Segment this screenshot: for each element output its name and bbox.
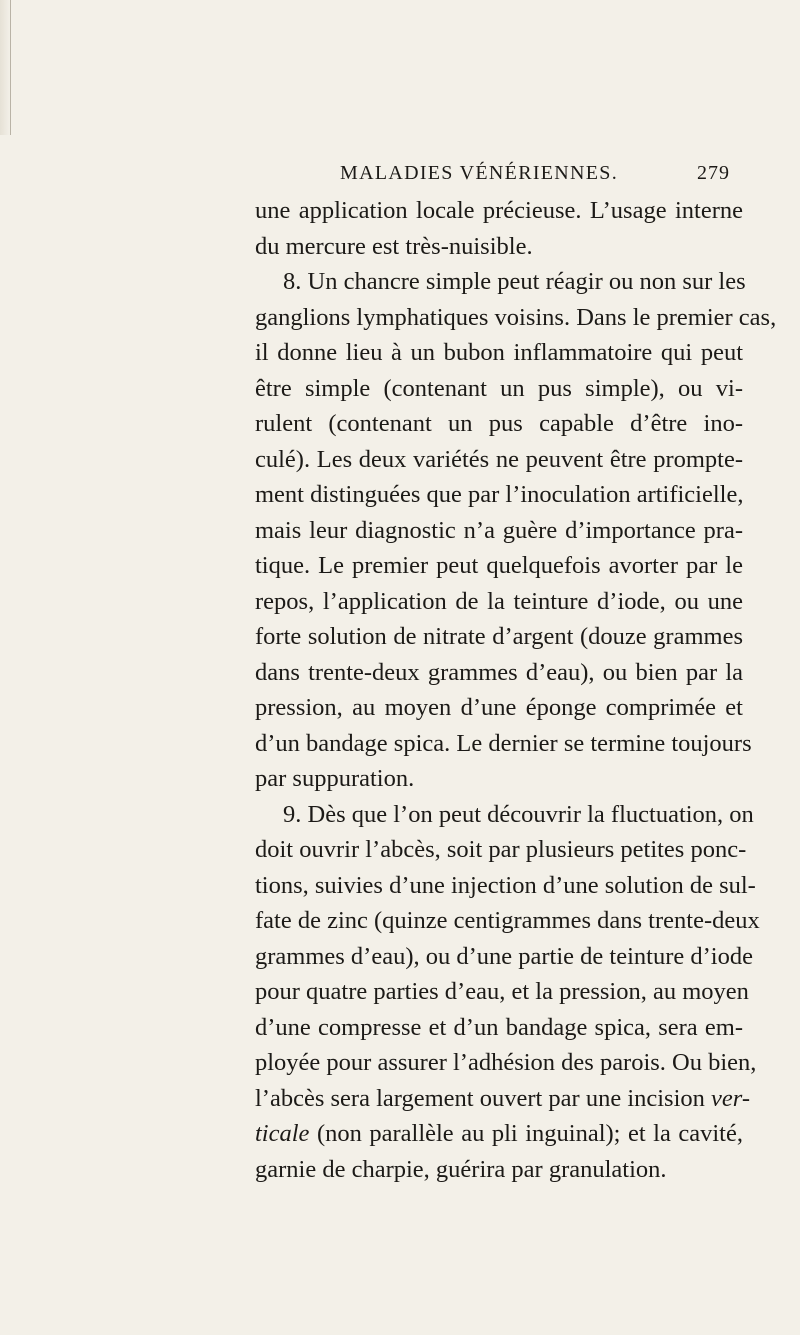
text-line: pour quatre parties d’eau, et la pression, au moyen xyxy=(255,978,749,1005)
italic-word: ver- xyxy=(711,1084,750,1112)
text-line: repos, l’application de la teinture d’iode, ou une xyxy=(255,587,743,615)
text-line: tions, suivies d’une injection d’une solution de sul- xyxy=(255,871,756,899)
text-line: être simple (contenant un pus simple), ou vi- xyxy=(255,374,743,402)
text-line: grammes d’eau), ou d’une partie de teinture d’iode xyxy=(255,942,753,970)
italic-word: ticale xyxy=(255,1120,310,1147)
text-segment: (non parallèle au pli inguinal); et la cavité, xyxy=(316,1120,743,1147)
paragraph-9-start: 9. Dès que l’on peut découvrir la fluctuation, on xyxy=(283,800,754,828)
text-line xyxy=(255,1081,750,1117)
text-line: fate de zinc (quinze centigrammes dans trente-deux xyxy=(255,907,760,934)
text-line: d’une compresse et d’un bandage spica, sera em- xyxy=(255,1013,743,1041)
text-line: une application locale précieuse. L’usage interne xyxy=(255,197,743,224)
body-text xyxy=(255,193,777,1187)
running-head xyxy=(340,162,730,192)
text-line: culé). Les deux variétés ne peuvent être prompte- xyxy=(255,445,743,473)
text-line: mais leur diagnostic n’a guère d’importance pra- xyxy=(255,516,743,544)
page-number: 279 xyxy=(697,162,730,184)
text-line: dans trente-deux grammes d’eau), ou bien par la xyxy=(255,658,743,686)
running-title: MALADIES VÉNÉRIENNES. xyxy=(340,162,619,184)
text-line: garnie de charpie, guérira par granulation. xyxy=(255,1155,667,1183)
text-line: pression, au moyen d’une éponge comprimée et xyxy=(255,694,743,721)
text-line: forte solution de nitrate d’argent (douze grammes xyxy=(255,623,743,650)
text-segment: l’abcès sera largement ouvert par une incision xyxy=(255,1084,705,1112)
text-line xyxy=(255,1116,743,1152)
page-edge xyxy=(0,0,11,135)
text-line: ganglions lymphatiques voisins. Dans le premier cas, xyxy=(255,303,777,331)
text-line: ployée pour assurer l’adhésion des parois. Ou bien, xyxy=(255,1049,757,1076)
text-line: il donne lieu à un bubon inflammatoire qui peut xyxy=(255,339,743,366)
text-line: du mercure est très-nuisible. xyxy=(255,232,533,260)
text-line: rulent (contenant un pus capable d’être ino- xyxy=(255,410,743,437)
paragraph-8-start: 8. Un chancre simple peut réagir ou non sur les xyxy=(283,268,746,295)
text-line: par suppuration. xyxy=(255,765,415,792)
text-line: doit ouvrir l’abcès, soit par plusieurs petites ponc- xyxy=(255,836,747,863)
text-line: d’un bandage spica. Le dernier se termine toujours xyxy=(255,729,752,757)
text-line: tique. Le premier peut quelquefois avorter par le xyxy=(255,552,743,579)
text-line: ment distinguées que par l’inoculation artificielle, xyxy=(255,481,744,508)
